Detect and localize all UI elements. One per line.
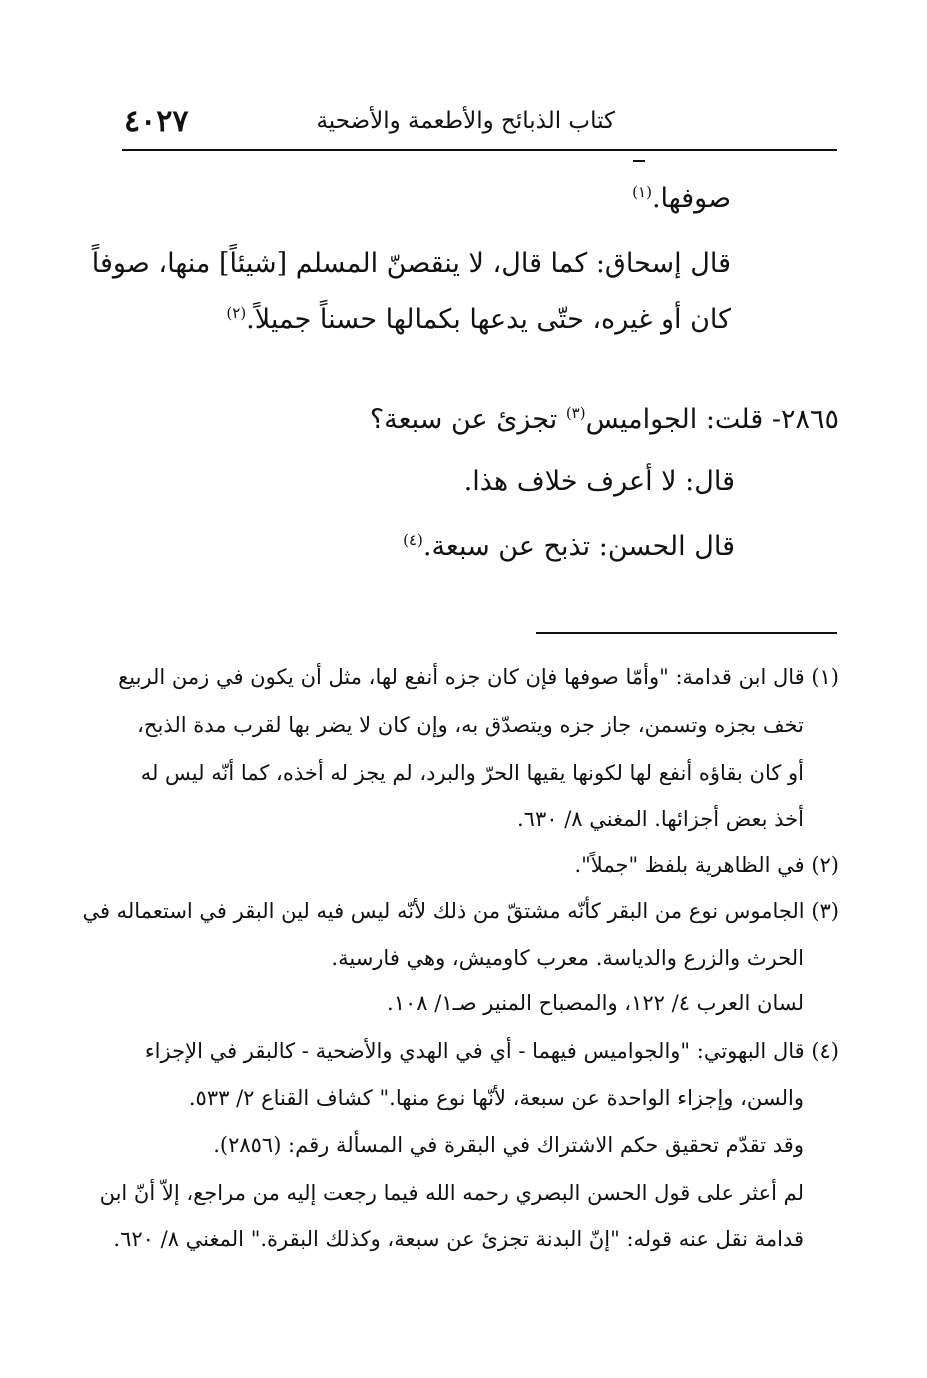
page-number: ٤٠٢٧ [124, 104, 189, 139]
footnote-line: (٢) في الظاهرية بلفظ "جملاً". [574, 853, 839, 877]
body-line-1 [632, 183, 731, 214]
book-title: كتاب الذبائح والأطعمة والأضحية [316, 108, 615, 134]
footnote-line: قدامة نقل عنه قوله: "إنّ البدنة تجزئ عن سبعة، وكذلك البقرة." المغني ٨/ ٦٢٠. [113, 1227, 804, 1251]
body-line-3 [226, 304, 731, 335]
answer-line-1: قال: لا أعرف خلاف هذا. [463, 466, 735, 497]
footnote-line: الحرث والزرع والدياسة. معرب كاوميش، وهي فارسية. [331, 946, 804, 970]
question-prefix: - قلت: الجواميس [585, 404, 781, 435]
footnote-line: لم أعثر على قول الحسن البصري رحمه الله فيما رجعت إليه من مراجع، إلاّ أنّ ابن [99, 1181, 804, 1205]
footnote-line: (١) قال ابن قدامة: "وأمّا صوفها فإن كان جزه أنفع لها، مثل أن يكون في زمن الربيع [118, 665, 839, 689]
footnote-ref-1: (١) [632, 183, 652, 201]
footnote-line: والسن، وإجزاء الواحدة عن سبعة، لأنّها نوع منها." كشاف القناع ٢/ ٥٣٣. [188, 1086, 804, 1110]
question-number: ٢٨٦٥ [780, 404, 839, 435]
footnote-line: (٣) الجاموس نوع من البقر كأنّه مشتقّ من ذلك لأنّه ليس فيه لين البقر في استعماله في [82, 899, 839, 923]
footnote-ref-3: (٣) [565, 404, 586, 422]
footnote-ref-4: (٤) [403, 531, 423, 549]
footnote-line: (٤) قال البهوتي: "والجواميس فيهما - أي في الهدي والأضحية - كالبقر في الإجزاء [144, 1039, 839, 1063]
question-rest: تجزئ عن سبعة؟ [369, 404, 566, 435]
footnote-ref-2: (٢) [226, 304, 247, 322]
footnote-line: لسان العرب ٤/ ١٢٢، والمصباح المنير صـ١/ ١٠٨. [387, 991, 804, 1015]
answer-line-2 [403, 531, 735, 562]
answer-line-2-text: قال الحسن: تذبح عن سبعة. [422, 531, 735, 562]
body-line-2: قال إسحاق: كما قال، لا ينقصنّ المسلم [شيئاً] منها، صوفاً [91, 248, 731, 279]
footnote-line: أو كان بقاؤه أنفع لها لكونها يقيها الحرّ والبرد، لم يجز له أخذه، كما أنّه ليس له [140, 761, 804, 785]
footnote-line: أخذ بعض أجزائها. المغني ٨/ ٦٣٠. [516, 807, 804, 831]
body-line-3-text: كان أو غيره، حتّى يدعها بكمالها حسناً جميلاً. [246, 304, 731, 335]
body-line-1-text: صوفها. [651, 183, 731, 214]
footnote-divider [536, 632, 837, 634]
question-line [370, 404, 839, 435]
text-dash-mark [633, 160, 645, 162]
header-divider [122, 149, 837, 151]
footnote-line: وقد تقدّم تحقيق حكم الاشتراك في البقرة في المسألة رقم: (٢٨٥٦). [213, 1133, 804, 1157]
footnote-line: تخف بجزه وتسمن، جاز جزه ويتصدّق به، وإن كان لا يضر بها لقرب مدة الذبح، [137, 713, 804, 737]
